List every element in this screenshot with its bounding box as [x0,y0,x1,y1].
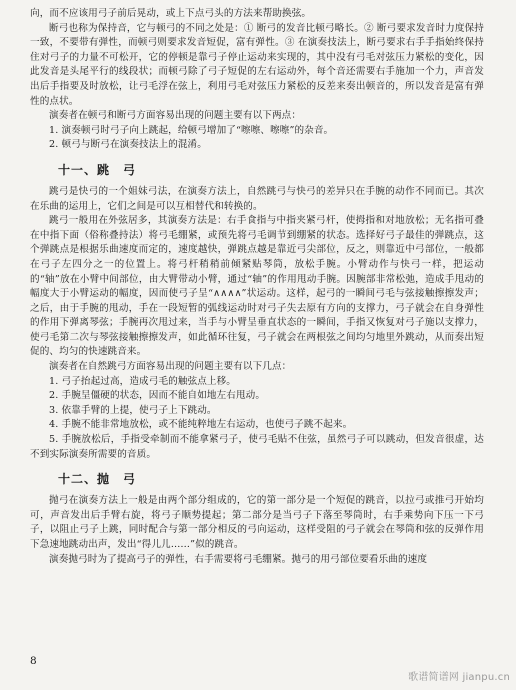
paragraph: 演奏者在顿弓和断弓方面容易出现的问题主要有以下两点： [49,110,302,122]
list-item: 5. 手腕放松后，手指受牵制而不能拿紧弓子，使弓毛贴不住弦，虽然弓子可以跳动，但发音很虚，达不到实际演奏所需要的音质。 [30,434,484,460]
paragraph: 断弓也称为保持音，它与顿弓的不同之处是：① 断弓的发音比顿弓略长。② 断弓要求发音时力度保持一致，不要带有弹性，而顿弓则要求发音短促，富有弹性。③ 在演奏技法上，断弓要求右手手指始终保持住对弓子的力量不可松开，它的停顿是靠弓子停止运动来实现的，其中没有弓毛对弦压力紧松的变化，因此发音是头尾平行的线段状；而顿弓除了弓子短促的左右运动外，每个音还需要右手施加一个力，声音发出后手指要及时放松，让弓毛浮在弦上，利用弓毛对弦压力紧松的反差来奏出顿音的，所以发音是富有弹性的点状。 [30,22,484,107]
list-item: 1. 演奏顿弓时弓子向上跳起，给顿弓增加了“嚓嚓、嚓嚓”的杂音。 [49,124,334,136]
list-item: 2. 顿弓与断弓在演奏技法上的混淆。 [49,139,207,151]
section-throw-bow [30,494,484,567]
section-heading-jump-bow: 十一、跳 弓 [58,162,137,177]
watermark: 歌谱简谱网 jianpu.cn [408,672,510,683]
list-item: 2. 手腕呈僵硬的状态，因而不能自如地左右甩动。 [49,390,266,402]
page-number: 8 [30,655,37,667]
paragraph: 向，而不应该用弓子前后晃动，或上下点弓头的方法来帮助换弦。 [30,8,312,19]
top-paragraphs [30,7,484,153]
paragraph: 抛弓在演奏方法上一般是由两个部分组成的，它的第一部分是一个短促的跳音，以拉弓或推弓开始均可，声音发出后手臂右旋，将弓子顺势提起；第二部分是当弓子下落至琴筒时，右手乘势向下压一下弓子，以阻止弓子上跳，同时配合与第一部分相反的弓向运动，这样受阻的弓子就会在琴筒和弦的反弹作用下急速地跳动出声，发出“得儿儿……”似的跳音。 [30,495,484,550]
section-jump-bow [30,185,484,462]
list-item: 3. 依靠手臂的上提，使弓子上下跳动。 [49,404,217,416]
list-item: 1. 弓子抬起过高，造成弓毛的触弦点上移。 [49,375,236,387]
paragraph: 跳弓是快弓的一个姐妹弓法，在演奏方法上，自然跳弓与快弓的差异只在手腕的动作不同而已。其次在乐曲的运用上，它们之间是可以互相替代和转换的。 [30,185,484,212]
list-item: 4. 手腕不能非常地放松，或不能纯粹地左右运动，也使弓子跳不起来。 [49,419,353,431]
paragraph: 演奏抛弓时为了提高弓子的弹性，右手需要将弓毛绷紧。抛弓的用弓部位要看乐曲的速度 [49,553,428,565]
paragraph: 跳弓一般用在外弦居多，其演奏方法是：右手食指与中指夹紧弓杆，使拇指和对地放松；无名指可叠在中指下面（俗称叠持法）将弓毛绷紧，或预先将弓毛调节到绷紧的状态。选择好弓子最佳的弹跳点，这个弹跳点是根据乐曲速度而定的，速度越快，弹跳点越是靠近弓尖部位，反之，则靠近中弓部位，一般都在弓子左四分之一的位置上。将弓杆稍稍前倾紧贴琴筒，放松手腕。小臂动作与快弓一样，把运动的“轴”放在小臂中间部位，由大臂带动小臂，通过“轴”的作用甩动手腕。因腕部非常松弛，造成手甩动的幅度大于小臂运动的幅度，因而使弓子呈“∧∧∧∧”状运动。这样，起弓的一瞬间弓毛与弦接触擦擦发声；之后，由于手腕的甩动，手在一段短暂的弧线运动时对弓子失去原有方向的支撑力，弓子就会在自身弹性的作用下弹离琴弦；手腕再次甩过来，当手与小臂呈垂直状态的一瞬间，手指又恢复对弓子施以支撑力，使弓毛第二次与琴弦接触擦擦发声，如此循环往复，弓子就会在两根弦之间均匀地里外跳动，从而奏出短促的、均匀的快速跳音来。 [30,215,484,358]
paragraph: 演奏者在自然跳弓方面容易出现的问题主要有以下几点： [49,361,292,373]
section-heading-throw-bow: 十二、抛 弓 [58,472,137,487]
